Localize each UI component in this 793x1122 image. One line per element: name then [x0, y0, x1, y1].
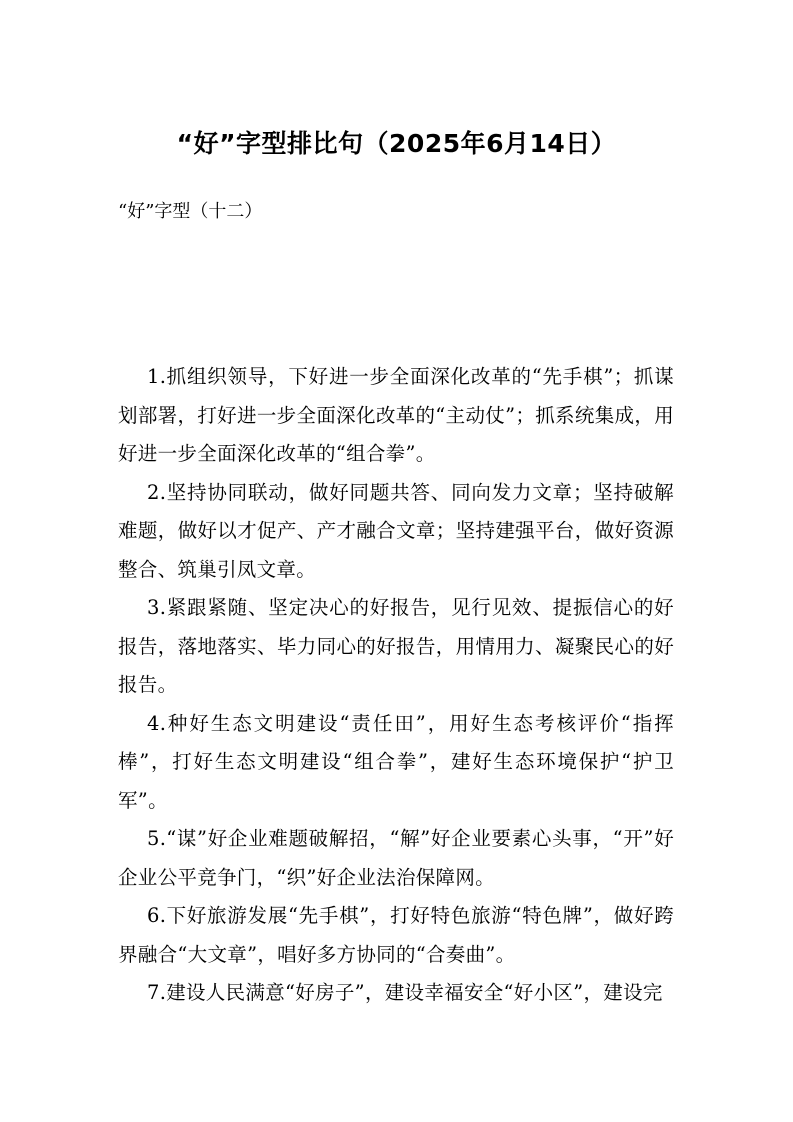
paragraph-1: 1.抓组织领导，下好进一步全面深化改革的“先手棋”；抓谋划部署，打好进一步全面深化改革的“主动仗”；抓系统集成，用好进一步全面深化改革的“组合拳”。: [118, 365, 674, 465]
paragraph-5: 5.“谋”好企业难题破解招，“解”好企业要素心头事，“开”好企业公平竞争门，“织”好企业法治保障网。: [118, 827, 674, 889]
document-title: “好”字型排比句（2025年6月14日）: [176, 129, 617, 158]
paragraph-2: 2.坚持协同联动，做好同题共答、同向发力文章；坚持破解难题，做好以才促产、产才融合文章；坚持建强平台，做好资源整合、筑巢引凤文章。: [118, 480, 674, 581]
paragraph-3: 3.紧跟紧随、坚定决心的好报告，见行见效、提振信心的好报告，落地落实、毕力同心的好报告，用情用力、凝聚民心的好报告。: [118, 596, 674, 696]
paragraph-6: 6.下好旅游发展“先手棋”，打好特色旅游“特色牌”，做好跨界融合“大文章”，唱好多方协同的“合奏曲”。: [118, 904, 674, 966]
document-body: [118, 358, 674, 1013]
paragraph-4: 4.种好生态文明建设“责任田”，用好生态考核评价“指挥棒”，打好生态文明建设“组合拳”，建好生态环境保护“护卫军”。: [118, 711, 674, 812]
document-subtitle: “好”字型（十二）: [118, 201, 263, 222]
paragraph-7: 7.建设人民满意“好房子”，建设幸福安全“好小区”，建设完: [147, 981, 663, 1004]
